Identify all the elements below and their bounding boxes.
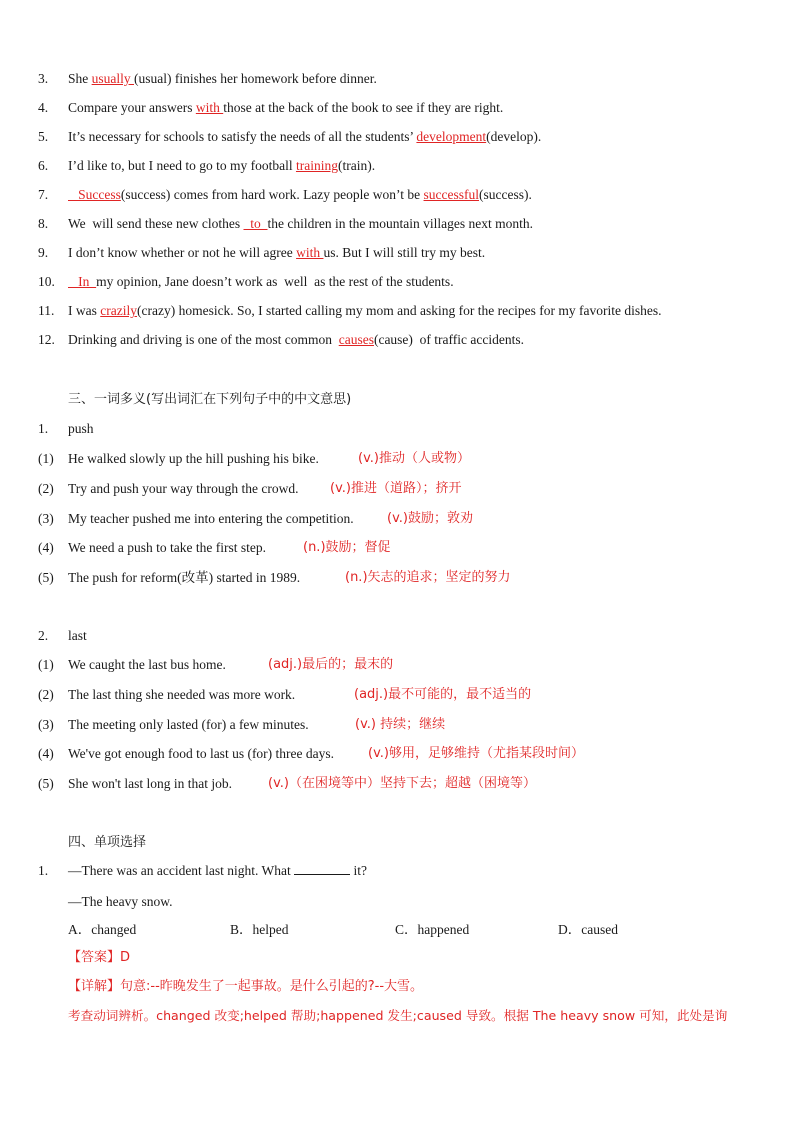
- answer-word: with: [195, 100, 224, 115]
- sentence-text: I was: [68, 303, 101, 318]
- sentence-text: It’s necessary for schools to satisfy the needs of all the students’: [68, 129, 417, 144]
- word-label: last: [68, 628, 87, 643]
- sub-number: (1): [38, 657, 54, 672]
- item-number: 9.: [38, 245, 49, 260]
- sentence-text: my opinion, Jane doesn’t work as well as the rest of the students.: [96, 274, 454, 289]
- meaning-answer: (n.)鼓励；督促: [303, 540, 391, 555]
- example-sentence: The push for reform(改革) started in 1989.: [68, 570, 301, 585]
- item-number: 6.: [38, 158, 49, 173]
- item-number: 11.: [38, 303, 55, 318]
- sentence-text: (success).: [479, 187, 532, 202]
- answer-word: training: [295, 158, 338, 173]
- sub-number: (4): [38, 746, 54, 761]
- sub-number: (5): [38, 570, 54, 585]
- sentence-text: Compare your answers: [68, 100, 196, 115]
- answer-word: development: [416, 129, 487, 144]
- answer-word: to: [243, 216, 268, 231]
- reply-text: —The heavy snow.: [68, 894, 173, 909]
- answer-word: successful: [423, 187, 480, 202]
- answer-word: crazily: [100, 303, 137, 318]
- meaning-answer: (adj.)最后的；最末的: [268, 657, 394, 672]
- sub-number: (2): [38, 481, 54, 496]
- example-sentence: She won't last long in that job.: [68, 776, 233, 791]
- example-sentence: We caught the last bus home.: [68, 657, 226, 672]
- question-number: 1.: [38, 863, 49, 878]
- sentence-text: Drinking and driving is one of the most common: [68, 332, 339, 347]
- option-b[interactable]: B．helped: [230, 922, 289, 937]
- sentence-text: (success) comes from hard work. Lazy people won’t be: [120, 187, 424, 202]
- sentence-text: (usual) finishes her homework before dinner.: [134, 71, 377, 86]
- meaning-answer: (v.)推动（人或物）: [358, 451, 470, 466]
- answer-word: usually: [91, 71, 134, 86]
- question-text: —There was an accident last night. What: [68, 863, 295, 878]
- meaning-answer: (adj.)最不可能的，最不适当的: [354, 687, 532, 702]
- answer-word: Success: [68, 187, 121, 202]
- analysis-text: 考查动词辨析。changed 改变;helped 帮助;happened 发生;caused 导致。根据 The heavy snow 可知，此处是询: [68, 1008, 728, 1023]
- sentence-text: I don’t know whether or not he will agree: [68, 245, 297, 260]
- item-number: 10.: [38, 274, 55, 289]
- word-label: push: [68, 421, 94, 436]
- meaning-answer: (v.) 持续；继续: [355, 717, 446, 732]
- option-d[interactable]: D．caused: [558, 922, 618, 937]
- sentence-text: those at the back of the book to see if they are right.: [223, 100, 504, 115]
- option-a[interactable]: A．changed: [68, 922, 137, 937]
- meaning-answer: (n.)矢志的追求；坚定的努力: [345, 570, 511, 585]
- sentence-text: (cause) of traffic accidents.: [373, 332, 524, 347]
- sentence-text: (crazy) homesick. So, I started calling my mom and asking for the recipes for my favorite dishes.: [136, 303, 662, 318]
- sentence-text: I’d like to, but I need to go to my football: [68, 158, 296, 173]
- sentence-text: us. But I will still try my best.: [323, 245, 486, 260]
- item-number: 4.: [38, 100, 49, 115]
- sentence-text: She: [68, 71, 92, 86]
- item-number: 3.: [38, 71, 49, 86]
- sentence-text: (train).: [337, 158, 376, 173]
- example-sentence: We need a push to take the first step.: [68, 540, 266, 555]
- answer-label: 【答案】D: [68, 950, 131, 965]
- section-title: 三、一词多义(写出词汇在下列句子中的中文意思): [68, 392, 352, 407]
- meaning-answer: (v.)够用，足够维持（尤指某段时间）: [368, 746, 584, 761]
- answer-word: In: [68, 274, 97, 289]
- item-number: 5.: [38, 129, 49, 144]
- question-text: it?: [350, 863, 368, 878]
- example-sentence: The meeting only lasted (for) a few minutes.: [68, 717, 309, 732]
- sentence-text: We will send these new clothes: [68, 216, 244, 231]
- item-number: 1.: [38, 421, 49, 436]
- sub-number: (1): [38, 451, 54, 466]
- sentence-text: (develop).: [486, 129, 542, 144]
- sentence-text: the children in the mountain villages next month.: [267, 216, 533, 231]
- option-c[interactable]: C．happened: [395, 922, 470, 937]
- item-number: 12.: [38, 332, 55, 347]
- item-number: 2.: [38, 628, 49, 643]
- sub-number: (3): [38, 511, 54, 526]
- example-sentence: Try and push your way through the crowd.: [68, 481, 299, 496]
- answer-word: causes: [338, 332, 374, 347]
- sub-number: (3): [38, 717, 54, 732]
- sub-number: (2): [38, 687, 54, 702]
- example-sentence: The last thing she needed was more work.: [68, 687, 296, 702]
- meaning-answer: (v.)鼓励；敦劝: [387, 511, 473, 526]
- example-sentence: My teacher pushed me into entering the competition.: [68, 511, 354, 526]
- section-title: 四、单项选择: [68, 835, 147, 850]
- meaning-answer: (v.)（在困境等中）坚持下去；超越（困境等）: [268, 776, 536, 791]
- item-number: 7.: [38, 187, 49, 202]
- item-number: 8.: [38, 216, 49, 231]
- sub-number: (5): [38, 776, 54, 791]
- answer-blank: [294, 862, 350, 875]
- example-sentence: We've got enough food to last us (for) three days.: [68, 746, 335, 761]
- sub-number: (4): [38, 540, 54, 555]
- answer-word: with: [296, 245, 324, 260]
- detail-text: 【详解】句意:--昨晚发生了一起事故。是什么引起的?--大雪。: [68, 979, 424, 994]
- example-sentence: He walked slowly up the hill pushing his bike.: [68, 451, 319, 466]
- meaning-answer: (v.)推进（道路）；挤开: [330, 481, 462, 496]
